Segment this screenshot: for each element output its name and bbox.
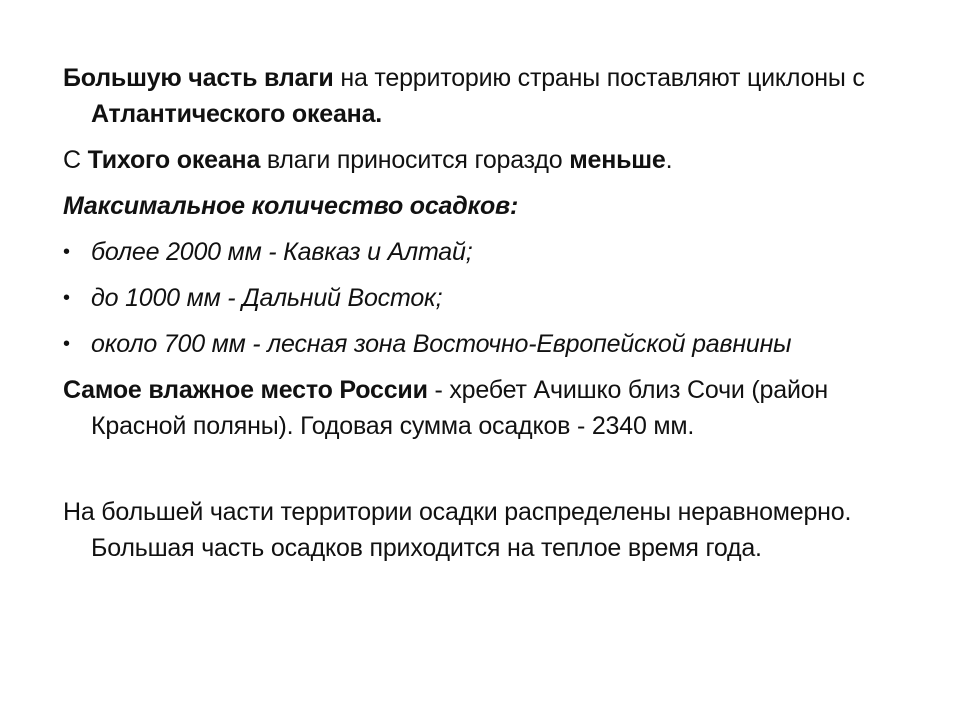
- bold-text: Большую часть влаги: [63, 64, 334, 92]
- bullet-item: [63, 280, 883, 316]
- text: на территорию страны поставляют циклоны с: [333, 64, 865, 92]
- bold-text: Атлантического океана.: [91, 100, 383, 128]
- bullet-icon: •: [63, 241, 70, 263]
- paragraph-atlantic-moisture: [63, 60, 883, 132]
- paragraph-pacific-moisture: [63, 142, 883, 178]
- bold-text: Тихого океана: [87, 146, 261, 174]
- bullet-item: [63, 326, 883, 362]
- spacer: [63, 454, 883, 494]
- bullet-icon: •: [63, 333, 70, 355]
- text: - хребет Ачишко близ Сочи (район Красной поляны). Годовая сумма осадков - 2340 мм.: [91, 376, 829, 440]
- paragraph-distribution: [63, 494, 883, 566]
- paragraph-max-precipitation-heading: [63, 188, 883, 224]
- bullet-text: более 2000 мм - Кавказ и Алтай;: [91, 238, 473, 266]
- slide-body: [63, 60, 883, 576]
- bullet-item: [63, 234, 883, 270]
- text: На большей части территории осадки распределены неравномерно. Большая часть осадков приходится на теплое время года.: [63, 498, 852, 562]
- bullet-text: около 700 мм - лесная зона Восточно-Европейской равнины: [91, 330, 792, 358]
- bullet-icon: •: [63, 287, 70, 309]
- bullet-text: до 1000 мм - Дальний Восток;: [91, 284, 443, 312]
- bold-text: меньше: [569, 146, 666, 174]
- text: влаги приносится гораздо: [260, 146, 570, 174]
- bold-text: Самое влажное место России: [63, 376, 428, 404]
- bold-italic-text: Максимальное количество осадков:: [63, 192, 519, 220]
- text: .: [665, 146, 673, 174]
- paragraph-wettest-place: [63, 372, 883, 444]
- text: С: [63, 146, 88, 174]
